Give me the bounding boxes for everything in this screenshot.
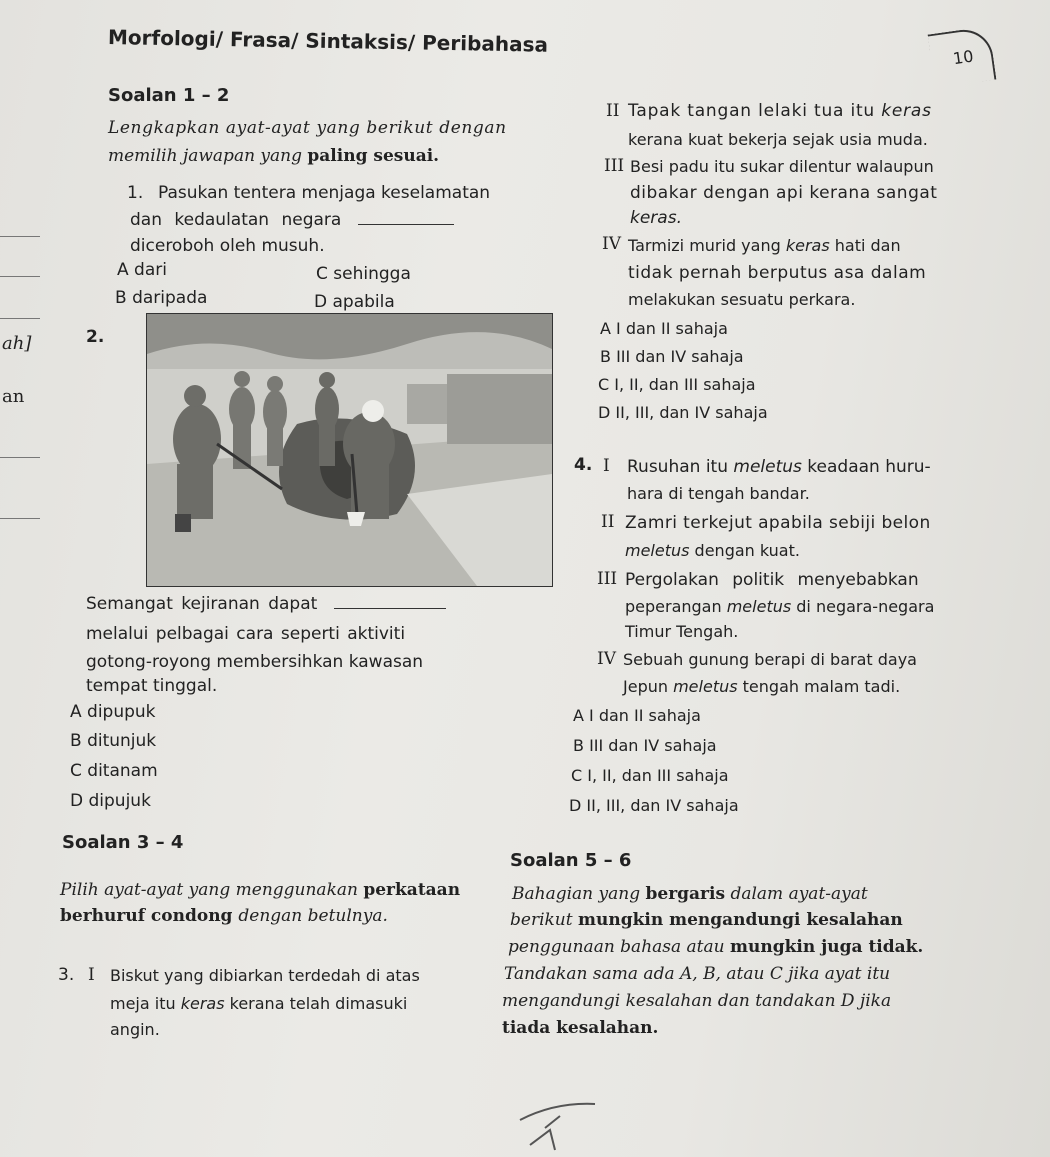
- question-number: 1.: [127, 183, 144, 203]
- statement-label: II: [606, 101, 620, 121]
- question-text: gotong-royong membersihkan kawasan: [86, 652, 424, 672]
- question-number: 4.: [574, 455, 593, 475]
- statement-label: I: [603, 456, 610, 476]
- option-c[interactable]: C sehingga: [316, 264, 411, 284]
- statement-text: peperangan meletus di negara-negara: [625, 597, 935, 616]
- instruction-text: berikut mungkin mengandungi kesalahan: [510, 910, 903, 930]
- instruction-text: tiada kesalahan.: [502, 1018, 659, 1038]
- statement-label: III: [604, 156, 625, 176]
- option-a[interactable]: A dari: [117, 260, 167, 280]
- statement-text: Pergolakan politik menyebabkan: [625, 570, 919, 590]
- question-text: tempat tinggal.: [86, 676, 218, 696]
- option-d[interactable]: D II, III, dan IV sahaja: [569, 796, 739, 815]
- statement-text: Rusuhan itu meletus keadaan huru-: [627, 457, 931, 477]
- option-a[interactable]: A I dan II sahaja: [573, 706, 701, 725]
- statement-text: keras.: [630, 208, 682, 228]
- option-d[interactable]: D II, III, dan IV sahaja: [598, 403, 768, 422]
- statement-text: dibakar dengan api kerana sangat: [630, 183, 938, 203]
- statement-text: Timur Tengah.: [625, 622, 739, 641]
- instruction-text: memilih jawapan yang paling sesuai.: [108, 146, 440, 166]
- margin-rule: [0, 236, 40, 237]
- option-b[interactable]: B III dan IV sahaja: [600, 347, 744, 366]
- section-heading: Soalan 1 – 2: [108, 85, 230, 106]
- option-d[interactable]: D dipujuk: [70, 791, 151, 811]
- option-c[interactable]: C ditanam: [70, 761, 158, 781]
- statement-text: tidak pernah berputus asa dalam: [628, 263, 927, 283]
- statement-text: Sebuah gunung berapi di barat daya: [623, 650, 917, 669]
- option-a[interactable]: A dipupuk: [70, 702, 156, 722]
- statement-label: I: [88, 965, 95, 985]
- statement-text: Tapak tangan lelaki tua itu keras: [628, 101, 932, 121]
- question-number: 2.: [86, 327, 105, 347]
- option-c[interactable]: C I, II, dan III sahaja: [598, 375, 756, 394]
- statement-text: Tarmizi murid yang keras hati dan: [628, 236, 901, 255]
- instruction-text: Bahagian yang bergaris dalam ayat-ayat: [512, 884, 868, 904]
- pencil-mark: [500, 1090, 610, 1157]
- statement-label: IV: [597, 649, 616, 669]
- statement-text: Besi padu itu sukar dilentur walaupun: [630, 157, 934, 176]
- statement-text: meletus dengan kuat.: [625, 541, 800, 560]
- option-b[interactable]: B ditunjuk: [70, 731, 157, 751]
- instruction-text: mengandungi kesalahan dan tandakan D jika: [502, 991, 892, 1011]
- instruction-text: Pilih ayat-ayat yang menggunakan perkataan: [60, 880, 461, 900]
- statement-label: IV: [602, 234, 621, 254]
- option-b[interactable]: B daripada: [115, 288, 208, 308]
- statement-label: II: [601, 512, 615, 532]
- option-b[interactable]: B III dan IV sahaja: [573, 736, 717, 755]
- statement-text: Jepun meletus tengah malam tadi.: [623, 677, 901, 696]
- gotong-royong-photo: [146, 313, 553, 587]
- statement-text: melakukan sesuatu perkara.: [628, 290, 856, 309]
- margin-rule: [0, 276, 40, 277]
- question-text: Semangat kejiranan dapat: [86, 594, 446, 614]
- page-title: Morfologi/ Frasa/ Sintaksis/ Peribahasa: [107, 25, 549, 57]
- margin-fragment: ah]: [2, 333, 32, 354]
- statement-text: hara di tengah bandar.: [627, 484, 810, 503]
- instruction-text: berhuruf condong dengan betulnya.: [60, 906, 388, 926]
- instruction-text: Tandakan sama ada A, B, atau C jika ayat itu: [504, 964, 891, 984]
- margin-rule: [0, 518, 40, 519]
- page-number: 10: [951, 46, 975, 69]
- option-a[interactable]: A I dan II sahaja: [600, 319, 728, 338]
- section-heading: Soalan 3 – 4: [62, 832, 184, 853]
- statement-text: Zamri terkejut apabila sebiji belon: [625, 513, 931, 533]
- statement-text: meja itu keras kerana telah dimasuki: [110, 994, 408, 1013]
- page-number-badge: [928, 26, 997, 88]
- instruction-text: penggunaan bahasa atau mungkin juga tidak.: [508, 937, 924, 957]
- margin-rule: [0, 457, 40, 458]
- question-text: Pasukan tentera menjaga keselamatan: [158, 183, 491, 203]
- option-d[interactable]: D apabila: [314, 292, 395, 312]
- statement-text: kerana kuat bekerja sejak usia muda.: [628, 130, 928, 149]
- section-heading: Soalan 5 – 6: [510, 850, 632, 871]
- margin-fragment: an: [2, 386, 25, 407]
- question-text: melalui pelbagai cara seperti aktiviti: [86, 624, 406, 644]
- photo-illustration: [147, 314, 552, 586]
- margin-rule: [0, 318, 40, 319]
- statement-label: III: [597, 569, 618, 589]
- question-text: diceroboh oleh musuh.: [130, 236, 325, 256]
- question-number: 3.: [58, 965, 75, 985]
- option-c[interactable]: C I, II, dan III sahaja: [571, 766, 729, 785]
- statement-text: angin.: [110, 1020, 160, 1039]
- question-text: dan kedaulatan negara: [130, 210, 454, 230]
- answer-blank[interactable]: [334, 594, 446, 609]
- answer-blank[interactable]: [358, 210, 454, 225]
- statement-text: Biskut yang dibiarkan terdedah di atas: [110, 966, 420, 985]
- instruction-text: Lengkapkan ayat-ayat yang berikut dengan: [108, 118, 507, 138]
